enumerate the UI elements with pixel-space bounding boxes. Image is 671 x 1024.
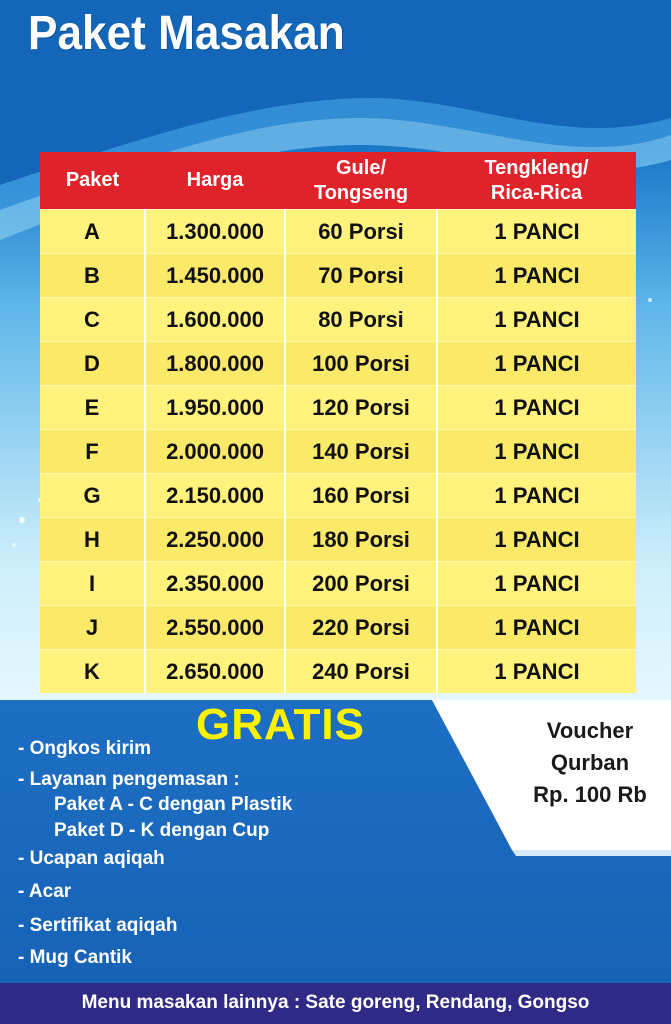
table-header-row	[40, 152, 636, 210]
header-paket: Paket	[40, 152, 145, 210]
cell-paket: C	[40, 298, 145, 342]
cell-paket: D	[40, 342, 145, 386]
table-row	[40, 386, 636, 430]
cell-harga: 2.250.000	[145, 518, 285, 562]
cell-paket: G	[40, 474, 145, 518]
header-tengkleng-rica: Tengkleng/ Rica-Rica	[437, 152, 636, 210]
gratis-heading: GRATIS	[196, 700, 365, 749]
header-harga: Harga	[145, 152, 285, 210]
cell-harga: 1.450.000	[145, 254, 285, 298]
cell-gule: 160 Porsi	[285, 474, 437, 518]
cell-paket: K	[40, 650, 145, 694]
cell-harga: 1.800.000	[145, 342, 285, 386]
table-row	[40, 606, 636, 650]
cell-paket: B	[40, 254, 145, 298]
header-gule-tongseng: Gule/ Tongseng	[285, 152, 437, 210]
cell-paket: J	[40, 606, 145, 650]
cell-tengkleng: 1 PANCI	[437, 606, 636, 650]
voucher-amount: Rp. 100 Rb	[533, 782, 647, 807]
cell-gule: 60 Porsi	[285, 210, 437, 254]
cell-tengkleng: 1 PANCI	[437, 298, 636, 342]
cell-tengkleng: 1 PANCI	[437, 562, 636, 606]
table-row	[40, 474, 636, 518]
table-row	[40, 342, 636, 386]
cell-harga: 2.150.000	[145, 474, 285, 518]
cell-paket: I	[40, 562, 145, 606]
list-item: - Acar	[18, 881, 72, 902]
table-row	[40, 210, 636, 254]
footer-menu: Menu masakan lainnya : Sate goreng, Rendang, Gongso	[0, 983, 671, 1024]
cell-harga: 2.550.000	[145, 606, 285, 650]
cell-tengkleng: 1 PANCI	[437, 518, 636, 562]
cell-gule: 100 Porsi	[285, 342, 437, 386]
list-item: Paket D - K dengan Cup	[54, 820, 270, 841]
table-row	[40, 298, 636, 342]
cell-gule: 70 Porsi	[285, 254, 437, 298]
table-row	[40, 650, 636, 694]
cell-gule: 140 Porsi	[285, 430, 437, 474]
cell-gule: 180 Porsi	[285, 518, 437, 562]
cell-tengkleng: 1 PANCI	[437, 254, 636, 298]
cell-gule: 80 Porsi	[285, 298, 437, 342]
cell-harga: 1.300.000	[145, 210, 285, 254]
cell-tengkleng: 1 PANCI	[437, 474, 636, 518]
cell-harga: 2.000.000	[145, 430, 285, 474]
list-item: - Layanan pengemasan :	[18, 769, 240, 790]
cell-harga: 1.600.000	[145, 298, 285, 342]
list-item: - Sertifikat aqiqah	[18, 915, 178, 936]
cell-gule: 240 Porsi	[285, 650, 437, 694]
cell-tengkleng: 1 PANCI	[437, 342, 636, 386]
cell-harga: 2.650.000	[145, 650, 285, 694]
cell-paket: H	[40, 518, 145, 562]
cell-gule: 220 Porsi	[285, 606, 437, 650]
list-item: - Ongkos kirim	[18, 738, 152, 759]
list-item: - Mug Cantik	[18, 947, 132, 968]
gratis-section	[0, 700, 671, 983]
voucher-line: Voucher	[546, 718, 634, 743]
cell-gule: 200 Porsi	[285, 562, 437, 606]
list-item: Paket A - C dengan Plastik	[54, 794, 293, 815]
price-table	[40, 152, 636, 693]
cell-tengkleng: 1 PANCI	[437, 210, 636, 254]
cell-tengkleng: 1 PANCI	[437, 650, 636, 694]
cell-tengkleng: 1 PANCI	[437, 430, 636, 474]
table-row	[40, 562, 636, 606]
voucher-line: Qurban	[550, 750, 630, 775]
cell-tengkleng: 1 PANCI	[437, 386, 636, 430]
page-title: Paket Masakan	[28, 7, 345, 60]
table-row	[40, 254, 636, 298]
table-row	[40, 518, 636, 562]
voucher-text	[505, 715, 671, 811]
cell-paket: E	[40, 386, 145, 430]
cell-harga: 1.950.000	[145, 386, 285, 430]
list-item: - Ucapan aqiqah	[18, 848, 165, 869]
table-row	[40, 430, 636, 474]
cell-paket: A	[40, 210, 145, 254]
cell-gule: 120 Porsi	[285, 386, 437, 430]
cell-harga: 2.350.000	[145, 562, 285, 606]
cell-paket: F	[40, 430, 145, 474]
